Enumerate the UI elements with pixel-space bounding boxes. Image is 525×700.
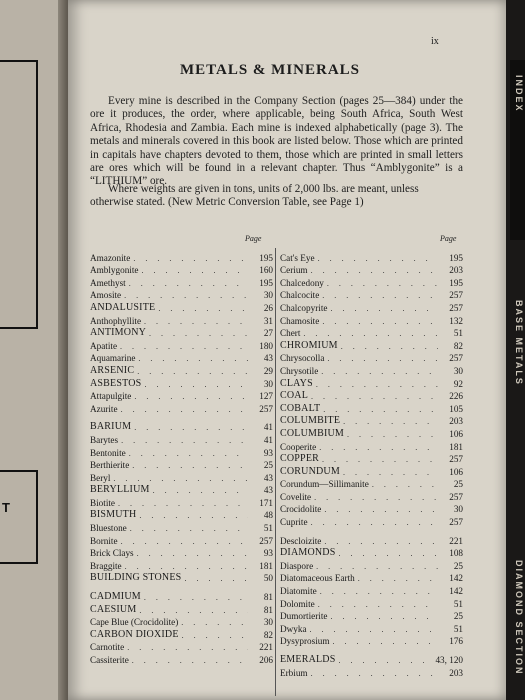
leader-dots [182,631,248,640]
leader-dots [124,291,248,300]
index-entry [90,445,273,458]
entry-page: 221 [449,535,463,546]
index-entry [280,351,463,364]
entry-page: 106 [449,428,463,439]
entry-name: Beryl [90,472,111,483]
leader-dots [149,329,248,338]
index-entry [90,432,273,445]
intro-paragraph: Every mine is described in the Company Section (pages 25—384) under the ore it produces, the order, where applicable, being South Africa, South West Africa, Rhodesia and Zambia. Each mine is indexed alphabetically (page 3). The metals and minerals covered in this book are listed below. Those which are printed in capitals have chapters devoted to them, those which are printed in small letters are ores which will be found in a relevant chapter. Thus “Amblygonite” is a “LITHIUM” ore. [90,95,463,188]
leader-dots [138,354,248,363]
entry-page: 142 [449,573,463,584]
thumb-tab-diamond[interactable]: DIAMOND SECTION [514,560,524,676]
entry-page: 93 [263,447,273,458]
entry-page: 132 [449,315,463,326]
entry-name: Amblygonite [90,265,139,276]
thumb-tab-base-metals[interactable]: BASE METALS [514,300,524,386]
entry-name: ARSENIC [90,364,135,376]
index-entry [280,263,463,276]
entry-page: 92 [453,378,463,389]
entry-name: Cuprite [280,517,308,528]
leader-dots [343,417,438,426]
entry-page: 176 [449,636,463,647]
index-entry [90,627,273,640]
entry-name: Corundum—Sillimanite [280,479,369,490]
entry-page: 108 [449,548,463,559]
mineral-column-right [280,250,463,678]
index-entry [280,313,463,326]
leader-dots [330,612,438,621]
index-entry [90,640,273,653]
entry-page: 31 [263,315,273,326]
leader-dots [311,266,438,275]
leader-dots [322,291,438,300]
leader-dots [316,562,438,571]
leader-dots [153,486,248,495]
index-entry [90,351,273,364]
entry-name: Chrysotile [280,365,319,376]
entry-name: Chert [280,328,301,339]
index-entry [90,338,273,351]
leader-dots [130,524,248,533]
leader-dots [311,392,438,401]
entry-name: Attapulgite [90,391,132,402]
entry-page: 25 [263,460,273,471]
leader-dots [322,317,438,326]
index-entry [90,288,273,301]
index-entry [280,401,463,414]
entry-page: 43, 120 [435,655,463,665]
index-entry [90,483,273,496]
entry-name: Dolomite [280,598,315,609]
entry-name: Dwyka [280,623,307,634]
entry-page: 51 [453,598,463,609]
entry-page: 29 [263,365,273,376]
leader-dots [127,643,248,652]
entry-name: EMERALDS [280,654,336,665]
index-entry [280,426,463,439]
index-entry [280,665,463,678]
entry-name: ASBESTOS [90,377,142,389]
index-entry [90,470,273,483]
entry-page: 51 [453,623,463,634]
index-entry [280,546,463,559]
leader-dots [333,637,438,646]
index-entry [90,363,273,376]
entry-page: 51 [453,328,463,339]
entry-page: 195 [259,252,273,263]
entry-name: ANTIMONY [90,327,147,339]
entry-page: 127 [259,391,273,402]
entry-name: Dysyprosium [280,636,330,647]
index-entry [280,502,463,515]
index-entry [90,533,273,546]
entry-name: Descloizite [280,535,322,546]
entry-name: Bornite [90,535,118,546]
index-entry [280,326,463,339]
entry-name: Azurite [90,403,118,414]
entry-name: Cape Blue (Crocidolite) [90,617,179,628]
leader-dots [358,574,438,583]
entry-page: 257 [449,491,463,502]
index-entry [90,313,273,326]
index-entry [90,602,273,615]
index-entry [280,596,463,609]
weights-note: Where weights are given in tons, units of 2,000 lbs. are meant, unless otherwise stated. (New Metric Conversion Table, see Page 1) [90,183,419,209]
leader-dots [181,618,248,627]
entry-page: 82 [263,629,273,640]
entry-name: COPPER [280,453,319,465]
entry-page: 221 [259,642,273,653]
entry-page: 105 [449,403,463,414]
index-entry [90,558,273,571]
entry-name: Covelite [280,491,312,502]
entry-page: 82 [453,340,463,351]
page-number: ix [431,36,439,47]
leader-dots [323,405,438,414]
entry-name: Bentonite [90,447,126,458]
leader-dots [121,537,248,546]
entry-name: Bluestone [90,523,127,534]
leader-dots [132,461,248,470]
leader-dots [132,656,248,665]
leader-dots [137,367,248,376]
entry-page: 142 [449,586,463,597]
leader-dots [319,443,438,452]
index-entry [280,477,463,490]
index-entry [280,338,463,351]
index-entry [90,652,273,665]
entry-name: Berthierite [90,460,130,471]
entry-name: COBALT [280,402,321,414]
leader-dots [339,656,433,665]
mineral-column-left [90,250,273,665]
leader-dots [144,380,248,389]
entry-page: 257 [259,403,273,414]
entry-page: 203 [449,265,463,276]
entry-name: CHROMIUM [280,339,338,351]
index-entry [90,420,273,433]
entry-page: 51 [263,523,273,534]
index-entry [280,609,463,622]
entry-name: Diatomaceous Earth [280,573,355,584]
index-entry [280,250,463,263]
index-entry [90,275,273,288]
entry-page: 25 [453,479,463,490]
index-entry [90,546,273,559]
entry-name: Chalcedony [280,277,324,288]
entry-name: Cassiterite [90,655,129,665]
entry-page: 30 [453,504,463,515]
entry-page: 226 [449,391,463,402]
entry-page: 203 [449,667,463,678]
leader-dots [330,304,438,313]
leader-dots [327,279,438,288]
index-entry [280,275,463,288]
leader-dots [339,549,439,558]
index-entry [90,300,273,313]
leader-dots [318,600,438,609]
index-entry [280,376,463,389]
entry-page: 257 [449,353,463,364]
index-entry [90,326,273,339]
entry-page: 195 [449,277,463,288]
thumb-tab-index[interactable]: INDEX [514,75,524,113]
entry-page: 195 [259,277,273,288]
entry-page: 26 [263,302,273,313]
index-entry [90,508,273,521]
index-entry [90,458,273,471]
entry-name: Crocidolite [280,504,322,515]
leader-dots [327,354,438,363]
leader-dots [303,329,438,338]
entry-page: 30 [263,290,273,301]
entry-page: 93 [263,548,273,559]
index-entry [280,288,463,301]
entry-page: 43 [263,353,273,364]
index-entry [280,634,463,647]
leader-dots [311,518,438,527]
entry-page: 25 [453,560,463,571]
entry-page: 195 [449,252,463,263]
leader-dots [118,499,248,508]
index-entry [90,401,273,414]
index-entry [280,414,463,427]
leader-dots [134,423,248,432]
entry-page: 257 [259,535,273,546]
entry-page: 41 [263,434,273,445]
entry-name: Biotite [90,497,116,508]
entry-page: 181 [449,441,463,452]
page-title: METALS & MINERALS [179,62,361,78]
entry-name: Aquamarine [90,353,136,364]
leader-dots [184,574,248,583]
entry-name: Amosite [90,290,122,301]
entry-name: CARBON DIOXIDE [90,628,179,640]
entry-page: 30 [263,617,273,628]
entry-page: 27 [263,328,273,339]
entry-page: 50 [263,573,273,584]
index-entry [280,300,463,313]
entry-name: ANDALUSITE [90,301,156,313]
index-entry [90,495,273,508]
entry-name: Erbium [280,667,308,678]
leader-dots [324,505,438,514]
entry-page: 81 [263,592,273,603]
entry-page: 171 [259,497,273,508]
facing-page-char: T [2,500,10,515]
entry-name: Diaspore [280,560,314,571]
column-divider [275,248,276,696]
index-entry [90,250,273,263]
entry-name: COLUMBITE [280,415,341,427]
leader-dots [113,474,248,483]
leader-dots [121,436,248,445]
leader-dots [129,449,248,458]
index-entry [90,589,273,602]
entry-page: 81 [263,604,273,615]
entry-name: Cooperite [280,441,317,452]
entry-page: 25 [453,611,463,622]
index-entry [280,583,463,596]
entry-name: Dumortierite [280,611,328,622]
entry-name: CORUNDUM [280,465,340,477]
entry-name: CAESIUM [90,603,137,615]
index-entry [280,514,463,527]
entry-name: Diatomite [280,586,317,597]
leader-dots [310,625,438,634]
leader-dots [158,304,248,313]
leader-dots [311,669,438,678]
index-entry [280,489,463,502]
entry-page: 48 [263,510,273,521]
index-entry [280,452,463,465]
leader-dots [144,593,248,602]
index-entry [280,558,463,571]
index-entry [90,376,273,389]
leader-dots [347,430,438,439]
entry-name: Chalcocite [280,290,320,301]
page-column-header-1: Page [245,234,262,243]
leader-dots [343,468,438,477]
index-entry [280,363,463,376]
leader-dots [134,392,248,401]
leader-dots [318,254,438,263]
entry-page: 30 [263,378,273,389]
index-entry [90,571,273,584]
entry-page: 160 [259,265,273,276]
facing-page-box-top [0,60,38,329]
leader-dots [341,342,438,351]
entry-page: 43 [263,485,273,496]
entry-name: BERYLLIUM [90,484,150,496]
entry-page: 257 [449,517,463,528]
leader-dots [139,511,248,520]
entry-name: Cerium [280,265,308,276]
entry-page: 30 [453,365,463,376]
index-entry [90,389,273,402]
entry-page: 181 [259,560,273,571]
index-entry [280,439,463,452]
leader-dots [372,480,438,489]
leader-dots [144,317,248,326]
leader-dots [129,279,248,288]
leader-dots [133,254,248,263]
leader-dots [324,537,438,546]
index-entry [90,263,273,276]
index-entry [280,571,463,584]
index-entry [280,389,463,402]
entry-page: 206 [259,655,273,665]
entry-name: CLAYS [280,377,313,389]
entry-name: Brick Clays [90,548,134,559]
entry-name: BISMUTH [90,509,137,521]
index-entry [280,621,463,634]
entry-page: 106 [449,466,463,477]
index-entry [280,464,463,477]
entry-name: Anthophyllite [90,315,142,326]
entry-name: Amazonite [90,252,131,263]
index-entry [90,520,273,533]
entry-page: 203 [449,416,463,427]
entry-name: COLUMBIUM [280,427,345,439]
entry-name: DIAMONDS [280,547,336,559]
leader-dots [322,455,438,464]
leader-dots [321,367,438,376]
index-entry [280,533,463,546]
leader-dots [121,405,248,414]
leader-dots [320,587,438,596]
leader-dots [142,266,249,275]
entry-name: BARIUM [90,421,132,433]
leader-dots [125,562,248,571]
entry-page: 41 [263,422,273,433]
entry-page: 180 [259,340,273,351]
facing-page-box-bottom [0,470,38,564]
entry-name: Amethyst [90,277,126,288]
entry-name: Carnotite [90,642,125,653]
leader-dots [120,342,248,351]
entry-page: 257 [449,302,463,313]
entry-page: 43 [263,472,273,483]
leader-dots [316,380,438,389]
entry-name: Cat's Eye [280,252,315,263]
entry-name: Chalcopyrite [280,302,328,313]
entry-name: BUILDING STONES [90,572,182,584]
index-entry [90,615,273,628]
entry-name: Chamosite [280,315,320,326]
page-column-header-2: Page [440,234,457,243]
entry-name: Braggite [90,560,122,571]
entry-page: 257 [449,454,463,465]
index-entry [280,652,463,665]
leader-dots [139,606,248,615]
entry-page: 257 [449,290,463,301]
leader-dots [137,549,248,558]
entry-name: Barytes [90,434,119,445]
leader-dots [314,493,438,502]
entry-name: COAL [280,390,309,402]
entry-name: Chrysocolla [280,353,325,364]
entry-name: Apatite [90,340,118,351]
entry-name: CADMIUM [90,591,141,603]
